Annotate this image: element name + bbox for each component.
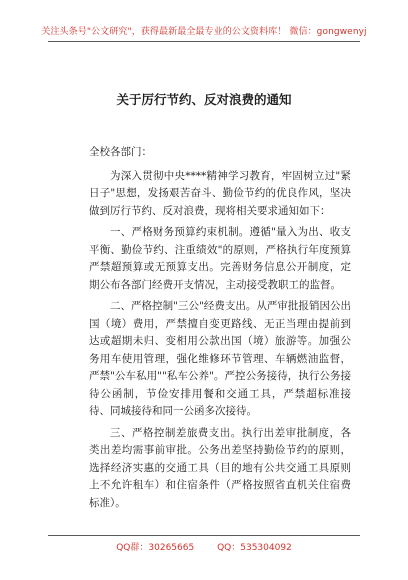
paragraph-travel: 三、严格控制差旅费支出。执行出差审批制度，各类出差均需事前审批。公务出差坚持勤俭节约的原则，选择经济实惠的交通工具（目的地有公共交通工具原则上不允许租车）和住宿条件（严格按照省直机关住宿费标准）。 — [89, 426, 351, 509]
header-divider — [48, 41, 360, 42]
footer-divider — [48, 535, 360, 536]
footer-qq: QQ：535304092 — [217, 543, 292, 553]
document-body — [89, 144, 351, 516]
footer — [0, 540, 408, 553]
footer-qq-group: QQ群：30265665 — [116, 543, 195, 553]
paragraph-three-public: 二、严格控制"三公"经费支出。从严审批报销因公出国（境）费用，严禁擅自变更路线、无正当理由提前到达或超期未归、变相用公款出国（境）旅游等。加强公务用车使用管理，强化维修环节管理、车辆燃油监督，严禁"公车私用""私车公养"。严控公务接待，执行公务接待公函制，节俭安排用餐和交通工具，严禁超标准接待、同城接待和同一公函多次接待。 — [89, 300, 351, 417]
paragraph-intro: 为深入贯彻中央****精神学习教育，牢固树立过"紧日子"思想，发扬艰苦奋斗、勤俭节约的优良作风，坚决做到厉行节约、反对浪费，现将相关要求通知如下： — [89, 169, 351, 217]
document-title: 关于厉行节约、反对浪费的通知 — [116, 92, 292, 107]
header-note: 关注头条号"公文研究"，获得最新最全最专业的公文资料库！ 微信：gongwenyj — [41, 27, 367, 37]
paragraph-budget: 一、严格财务预算约束机制。遵循"量入为出、收支平衡、勤俭节约、注重绩效"的原则，严格执行年度预算严禁超预算或无预算支出。完善财务信息公开制度，定期公布各部门经费开支情况，主动接受教职工的监督。 — [89, 226, 351, 291]
salutation: 全校各部门： — [89, 146, 152, 158]
